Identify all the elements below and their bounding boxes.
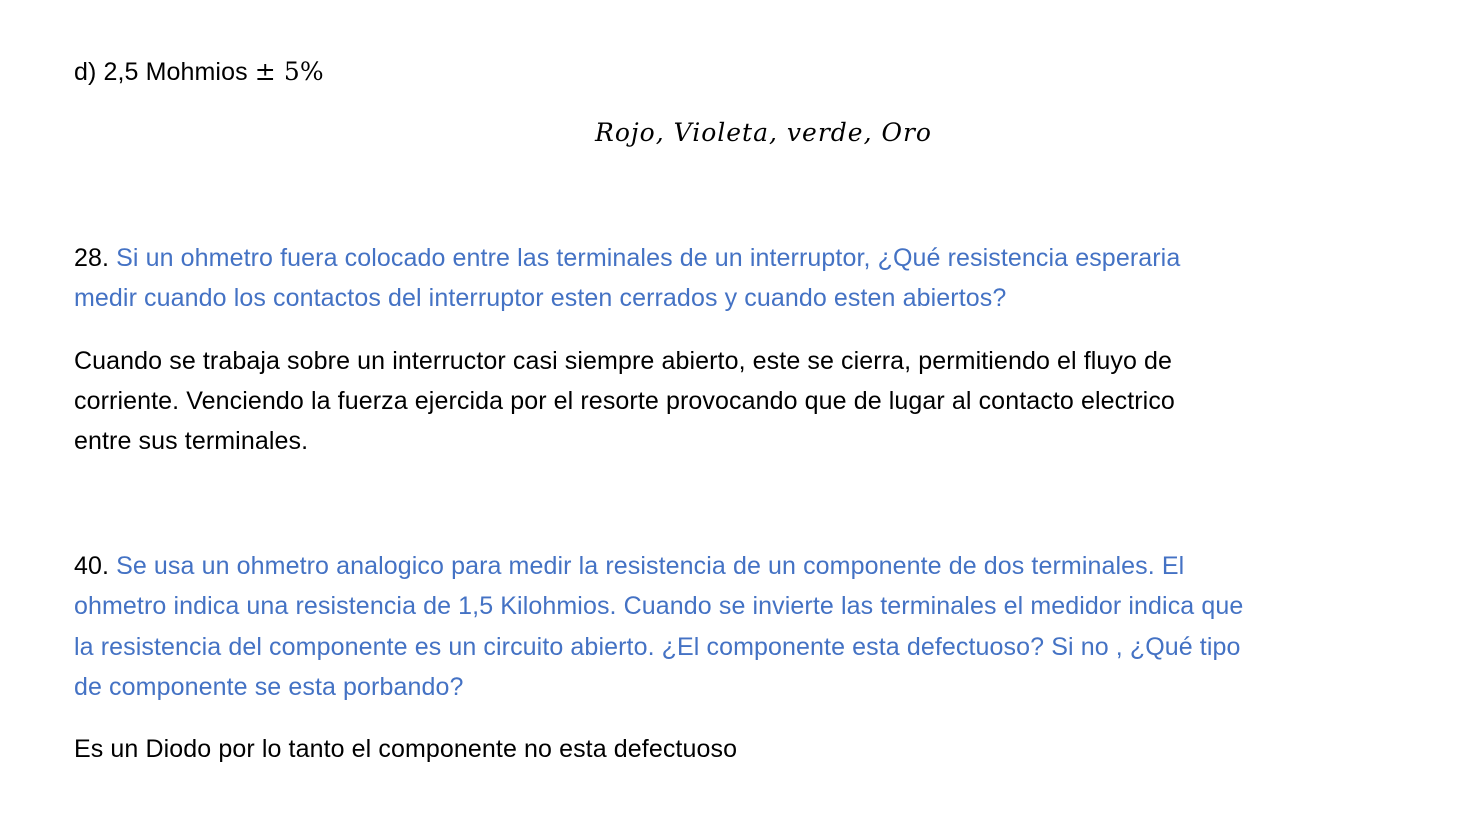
item-d-tolerance: ± 5% [254,57,324,86]
q28-answer-line-1: Cuando se trabaja sobre un interructor casi siempre abierto, este se cierra, permitiendo el fluyo de [74,347,1173,375]
q40-question-text-1: Se usa un ohmetro analogico para medir la resistencia de un componente de dos terminales. El [109,552,1185,580]
q40-question-line-2: ohmetro indica una resistencia de 1,5 Kilohmios. Cuando se invierte las terminales el medidor indica que [74,592,1244,620]
item-d-label: d) 2,5 Mohmios [74,58,255,86]
q28-question-text-1: Si un ohmetro fuera colocado entre las terminales de un interruptor, ¿Qué resistencia esperaria [109,244,1181,272]
q28-question-line-2: medir cuando los contactos del interruptor esten cerrados y cuando esten abiertos? [74,284,1007,312]
q40-answer: Es un Diodo por lo tanto el componente no esta defectuoso [74,735,738,763]
q40-question-line-1 [74,546,1184,586]
q28-question-line-1 [74,238,1180,278]
q40-question-line-4: de componente se esta porbando? [74,673,464,701]
item-d [74,52,324,92]
q28-answer-line-2: corriente. Venciendo la fuerza ejercida por el resorte provocando que de lugar al contacto electrico [74,387,1175,415]
color-code-formula: Rojo, Violeta, verde, Oro [595,118,932,147]
q28-answer-line-3: entre sus terminales. [74,427,309,455]
q40-question-line-3: la resistencia del componente es un circuito abierto. ¿El componente esta defectuoso? Si no , ¿Qué tipo [74,633,1241,661]
q28-number: 28. [74,244,110,272]
q40-number: 40. [74,552,110,580]
